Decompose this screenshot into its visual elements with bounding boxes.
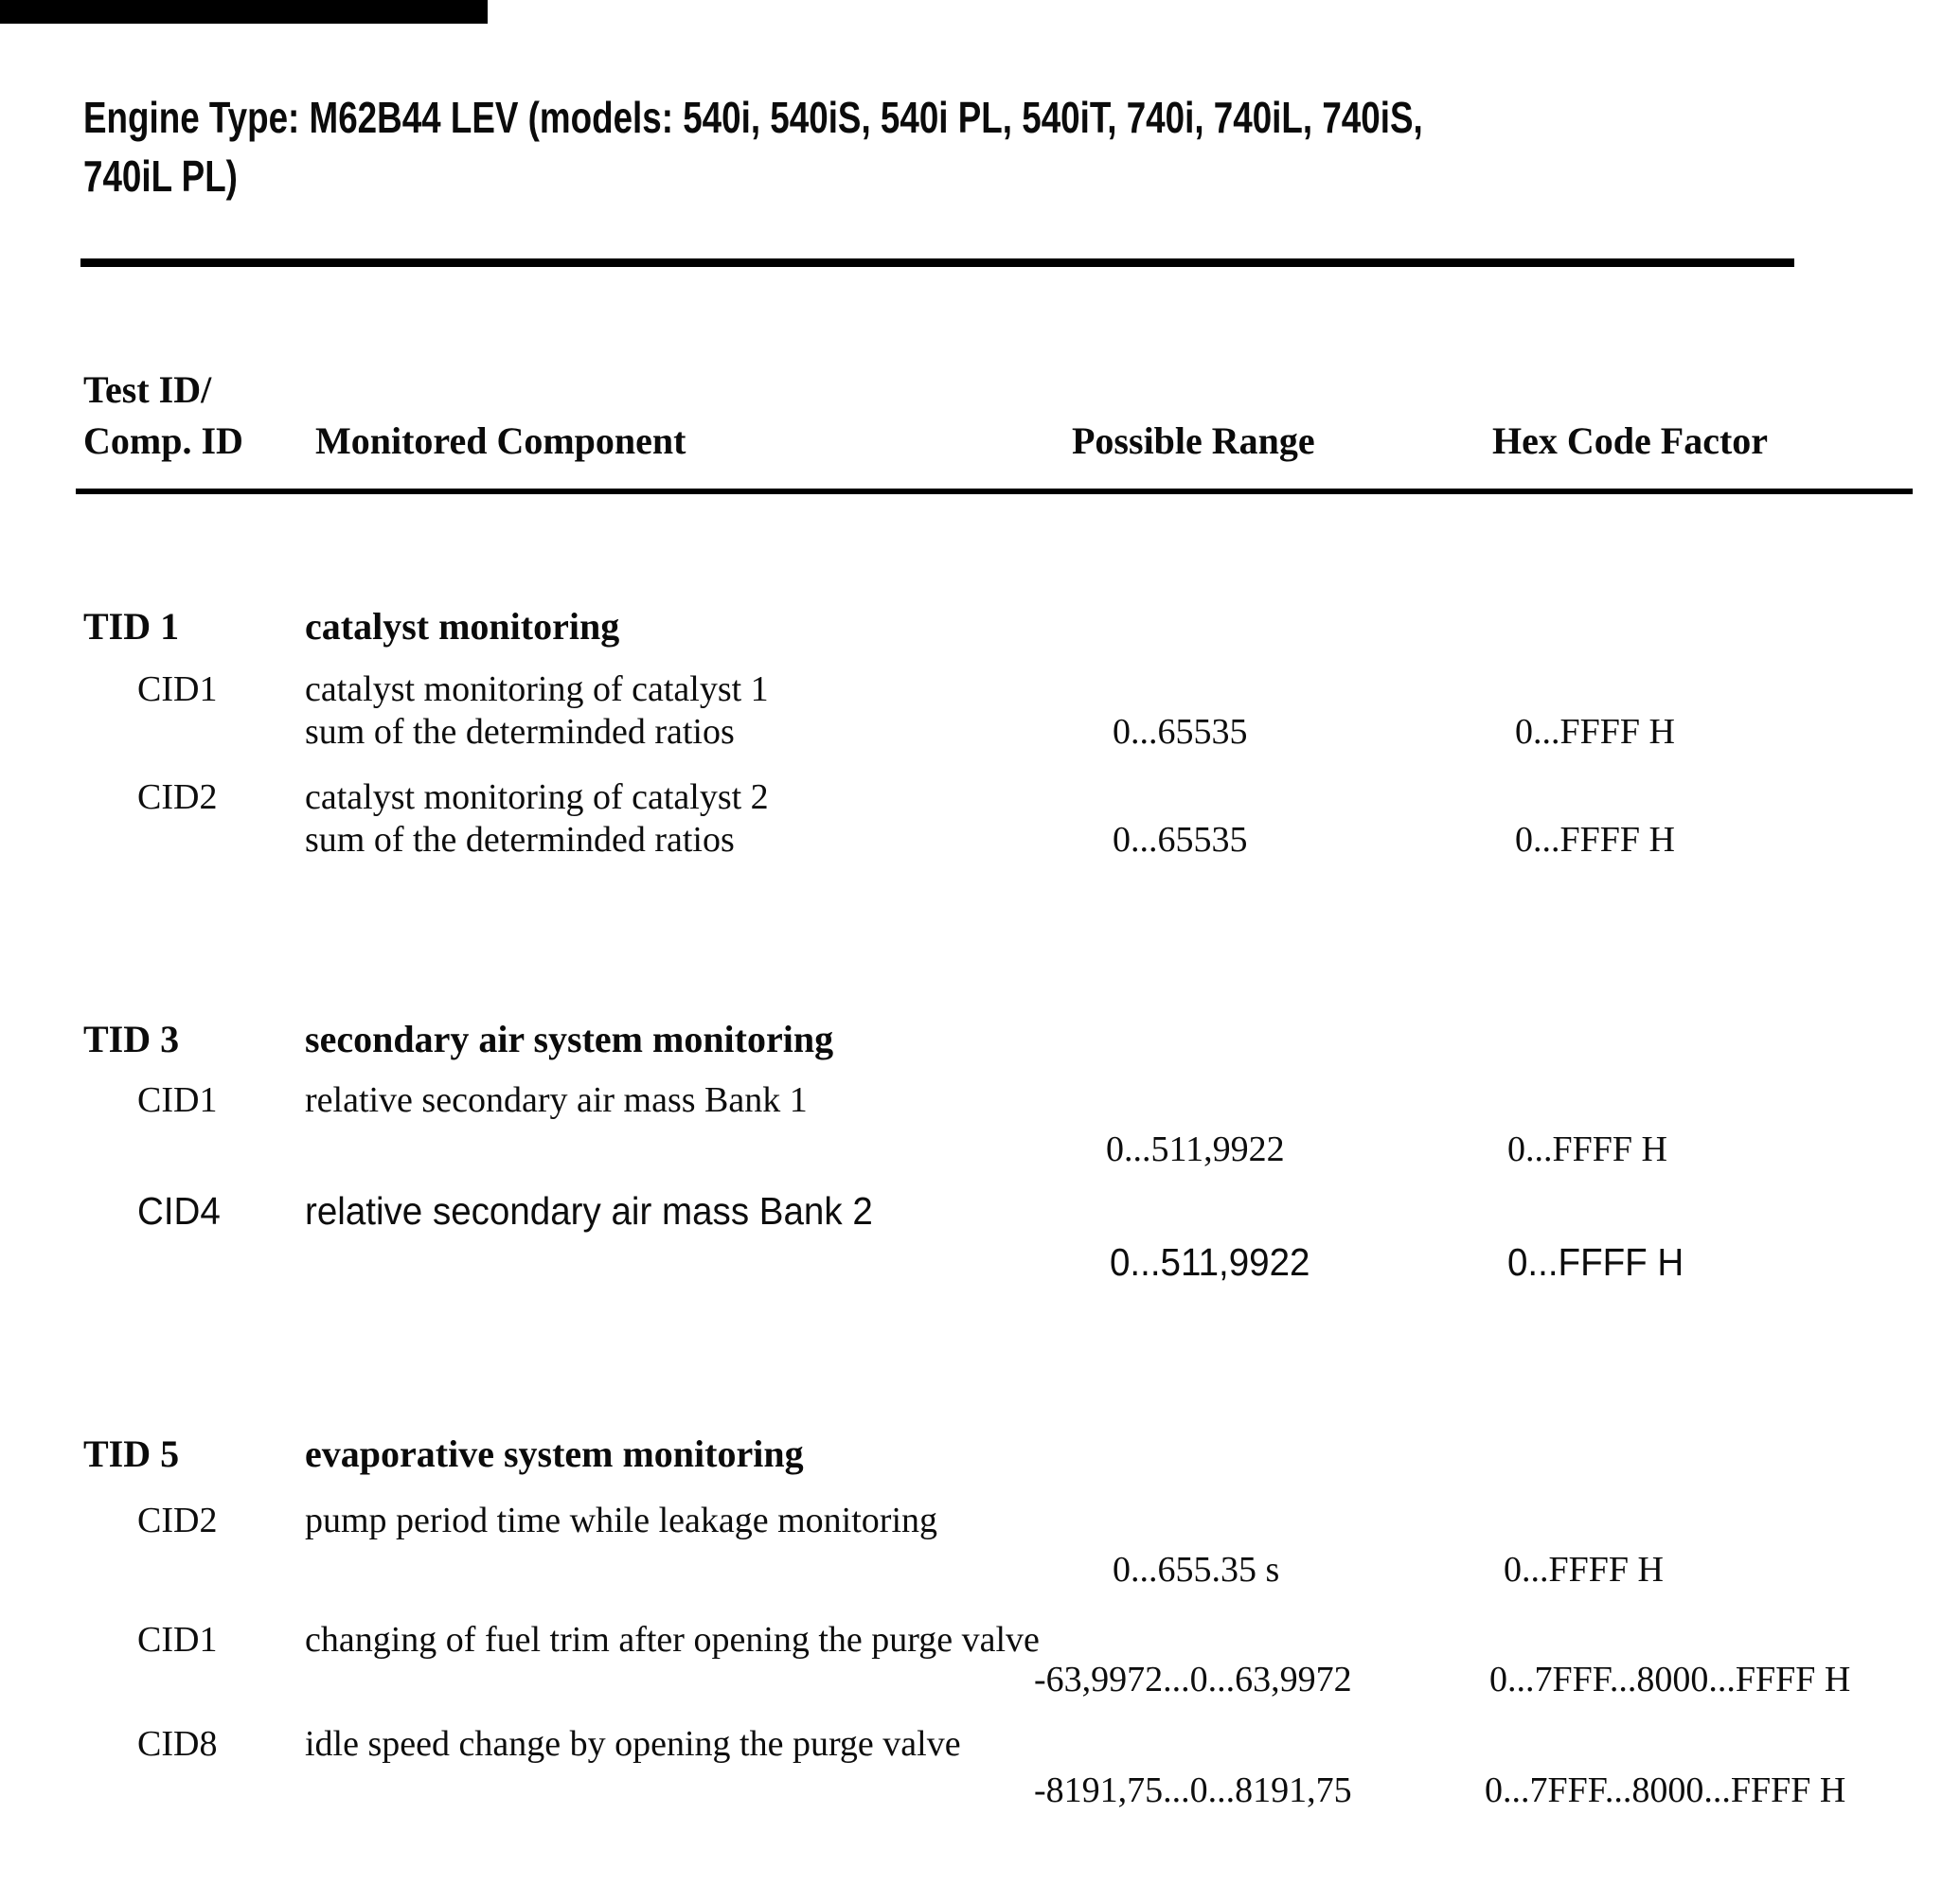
row-cid-label: CID1 [137, 1620, 218, 1660]
row-possible-range: 0...65535 [1113, 820, 1248, 860]
row-hex-code: 0...7FFF...8000...FFFF H [1489, 1660, 1851, 1699]
row-cid-label: CID2 [137, 777, 218, 817]
row-possible-range: 0...65535 [1113, 712, 1248, 752]
row-component-line1: idle speed change by opening the purge valve [305, 1724, 961, 1764]
section-tid-label: TID 3 [83, 1018, 180, 1060]
row-hex-code: 0...FFFF H [1515, 712, 1675, 752]
row-possible-range: -63,9972...0...63,9972 [1034, 1660, 1352, 1699]
row-component-line1: relative secondary air mass Bank 1 [305, 1080, 808, 1120]
row-cid-label: CID1 [137, 669, 218, 709]
row-component-line1: relative secondary air mass Bank 2 [305, 1189, 873, 1233]
row-hex-code: 0...7FFF...8000...FFFF H [1485, 1770, 1846, 1810]
row-component-line1: catalyst monitoring of catalyst 2 [305, 777, 769, 817]
row-cid-label: CID1 [137, 1080, 218, 1120]
row-hex-code: 0...FFFF H [1504, 1550, 1664, 1590]
section-name: secondary air system monitoring [305, 1018, 834, 1060]
column-header-monitored-component: Monitored Component [315, 419, 686, 462]
section-tid-label: TID 5 [83, 1432, 180, 1475]
row-component-line2: sum of the determinded ratios [305, 820, 735, 860]
horizontal-rule-top [80, 258, 1794, 267]
column-header-hex-code-factor: Hex Code Factor [1492, 419, 1769, 462]
column-header-test-id: Test ID/ [83, 368, 212, 411]
section-name: catalyst monitoring [305, 605, 620, 648]
column-header-possible-range: Possible Range [1072, 419, 1315, 462]
row-component-line1: changing of fuel trim after opening the purge valve [305, 1620, 1040, 1660]
column-header-comp-id: Comp. ID [83, 419, 243, 462]
row-hex-code: 0...FFFF H [1515, 820, 1675, 860]
row-component-line1: pump period time while leakage monitoring [305, 1501, 938, 1540]
scan-artifact-bar [0, 0, 488, 24]
page-title-line1: Engine Type: M62B44 LEV (models: 540i, 540iS, 540i PL, 540iT, 740i, 740iL, 740iS, [83, 93, 1423, 142]
row-possible-range: -8191,75...0...8191,75 [1034, 1770, 1352, 1810]
row-possible-range: 0...655.35 s [1113, 1550, 1280, 1590]
section-name: evaporative system monitoring [305, 1432, 804, 1475]
row-component-line2: sum of the determinded ratios [305, 712, 735, 752]
horizontal-rule-header [76, 489, 1913, 494]
row-possible-range: 0...511,9922 [1106, 1129, 1285, 1169]
row-cid-label: CID2 [137, 1501, 218, 1540]
row-component-line1: catalyst monitoring of catalyst 1 [305, 669, 769, 709]
row-cid-label: CID4 [137, 1189, 221, 1233]
row-hex-code: 0...FFFF H [1507, 1129, 1667, 1169]
row-possible-range: 0...511,9922 [1110, 1240, 1310, 1284]
row-hex-code: 0...FFFF H [1507, 1240, 1684, 1284]
row-cid-label: CID8 [137, 1724, 218, 1764]
page-title-line2: 740iL PL) [83, 151, 238, 201]
section-tid-label: TID 1 [83, 605, 180, 648]
